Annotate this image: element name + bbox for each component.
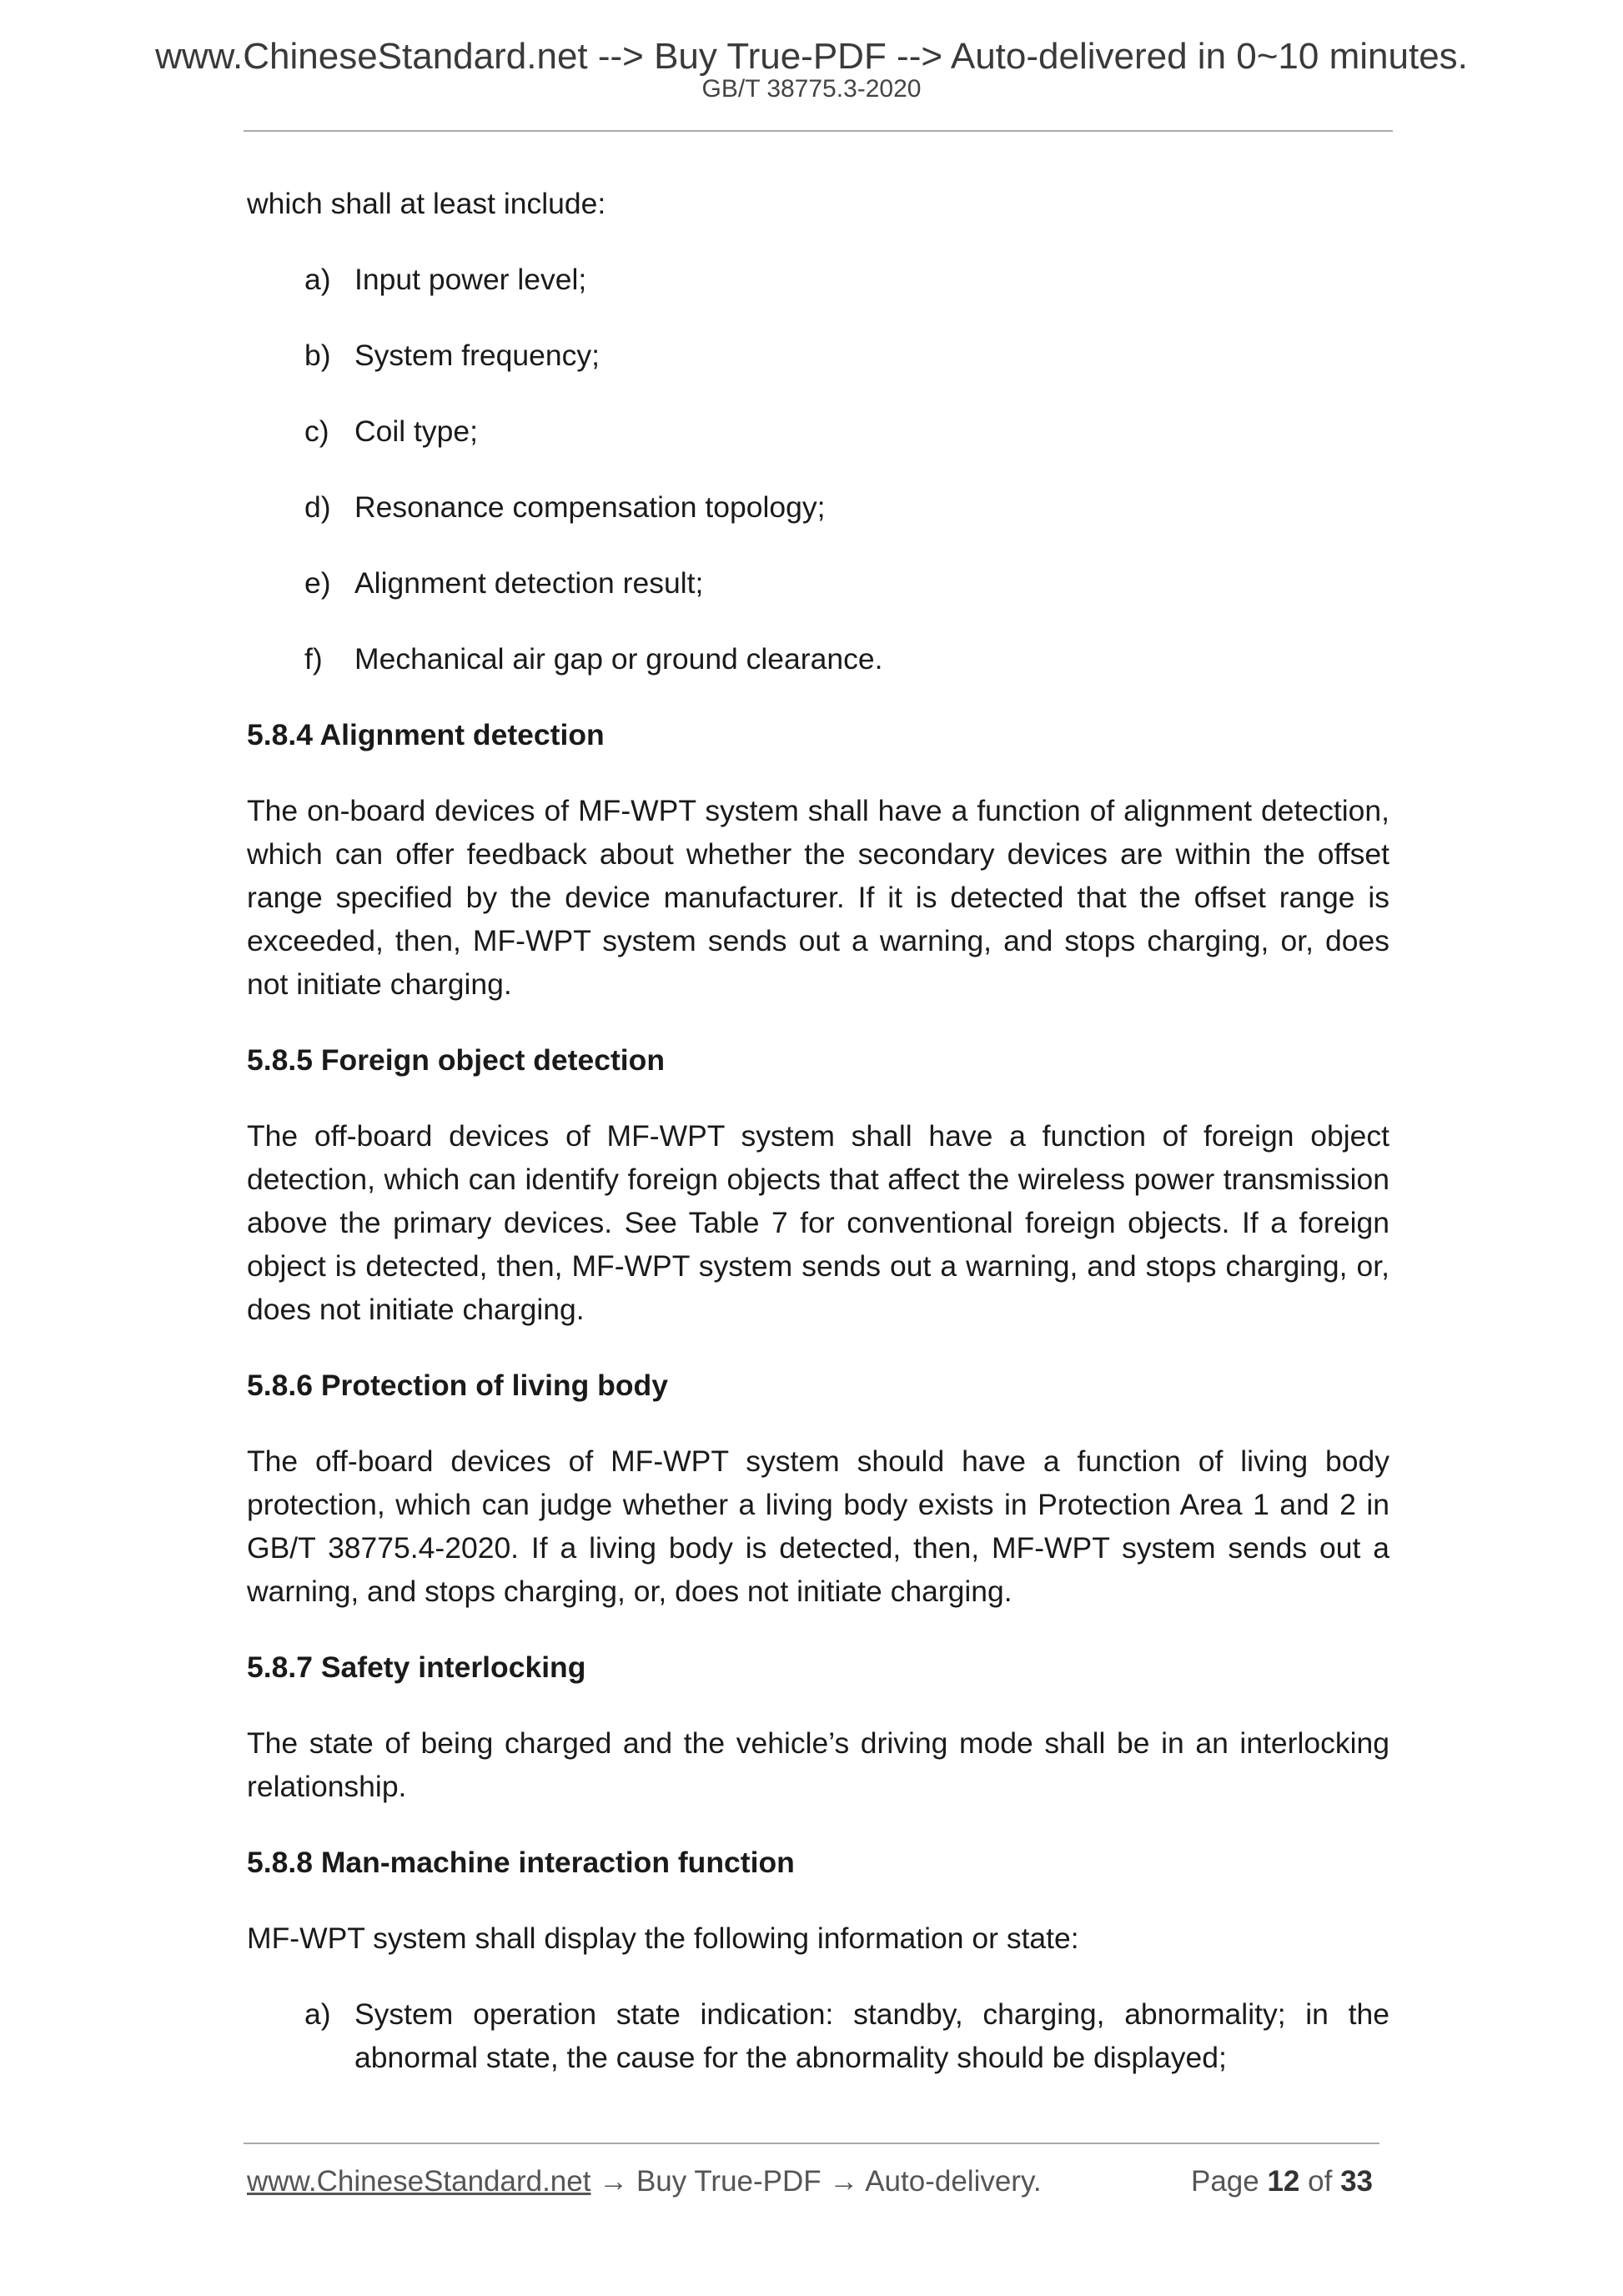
list-text: Alignment detection result; [354, 566, 704, 600]
list-marker: a) [304, 1997, 331, 2031]
section-text-5-8-8: MF-WPT system shall display the following information or state: [247, 1922, 1079, 1955]
site-banner: www.ChineseStandard.net --> Buy True-PDF --> Auto-delivered in 0~10 minutes. [155, 36, 1468, 77]
arrow-icon: → [599, 2165, 629, 2198]
page-content [247, 182, 1389, 2112]
list-marker: a) [304, 263, 331, 296]
footer-delivery-text: Auto-delivery. [865, 2165, 1042, 2198]
page-label: Page [1190, 2165, 1259, 2198]
list-text: Resonance compensation topology; [354, 490, 826, 524]
list-text: Coil type; [354, 414, 478, 448]
list-item [247, 637, 1389, 681]
section-text-5-8-5: The off-board devices of MF-WPT system shall have a function of foreign object detection, which can identify foreign objects that affect the wireless power transmission above the primary devices. See Table 7 for conventional foreign objects. If a foreign object is detected, then, MF-WPT system sends out a warning, and stops charging, or, does not initiate charging. [247, 1119, 1389, 1326]
section-heading-5-8-8: 5.8.8 Man-machine interaction function [247, 1846, 795, 1879]
section-heading-5-8-7: 5.8.7 Safety interlocking [247, 1650, 586, 1684]
list-item [247, 1992, 1389, 2079]
list-item [247, 485, 1389, 529]
arrow-icon: → [829, 2165, 859, 2198]
list-marker: d) [304, 490, 331, 524]
section-text-5-8-6: The off-board devices of MF-WPT system should have a function of living body protection, which can judge whether a living body exists in Protection Area 1 and 2 in GB/T 38775.4-2020. If a living body is detected, then, MF-WPT system sends out a warning, and stops charging, or, does not initiate charging. [247, 1444, 1389, 1608]
list-item [247, 258, 1389, 301]
list-marker: f) [304, 642, 323, 676]
list-item [247, 334, 1389, 377]
list-text: Mechanical air gap or ground clearance. [354, 642, 883, 676]
of-label: of [1308, 2165, 1333, 2198]
list-marker: e) [304, 566, 331, 600]
section-heading-5-8-4: 5.8.4 Alignment detection [247, 718, 605, 751]
list-text: System frequency; [354, 339, 600, 372]
intro-text: which shall at least include: [247, 187, 606, 220]
page-footer [247, 2163, 1379, 2200]
footer-divider [244, 2143, 1379, 2144]
section-heading-5-8-6: 5.8.6 Protection of living body [247, 1369, 668, 1402]
list-item [247, 409, 1389, 453]
list-text: Input power level; [354, 263, 587, 296]
list-marker: c) [304, 414, 329, 448]
header-divider [244, 130, 1393, 132]
section-text-5-8-4: The on-board devices of MF-WPT system shall have a function of alignment detection, which can offer feedback about whether the secondary devices are within the offset range specified by the device manufacturer. If it is detected that the offset range is exceeded, then, MF-WPT system sends out a warning, and stops charging, or, does not initiate charging. [247, 794, 1389, 1001]
page-indicator [1191, 2163, 1373, 2200]
total-pages: 33 [1340, 2165, 1373, 2198]
section-heading-5-8-5: 5.8.5 Foreign object detection [247, 1043, 666, 1077]
footer-buy-text: Buy True-PDF [636, 2165, 822, 2198]
list-marker: b) [304, 339, 331, 372]
list-item [247, 561, 1389, 605]
page-number: 12 [1267, 2165, 1300, 2198]
section-text-5-8-7: The state of being charged and the vehicle’s driving mode shall be in an interlocking relationship. [247, 1726, 1389, 1803]
document-code: GB/T 38775.3-2020 [701, 75, 922, 103]
list-text: System operation state indication: standby, charging, abnormality; in the abnormal state, the cause for the abnormality should be displayed; [354, 1997, 1389, 2074]
footer-site-link[interactable]: www.ChineseStandard.net [247, 2165, 591, 2198]
